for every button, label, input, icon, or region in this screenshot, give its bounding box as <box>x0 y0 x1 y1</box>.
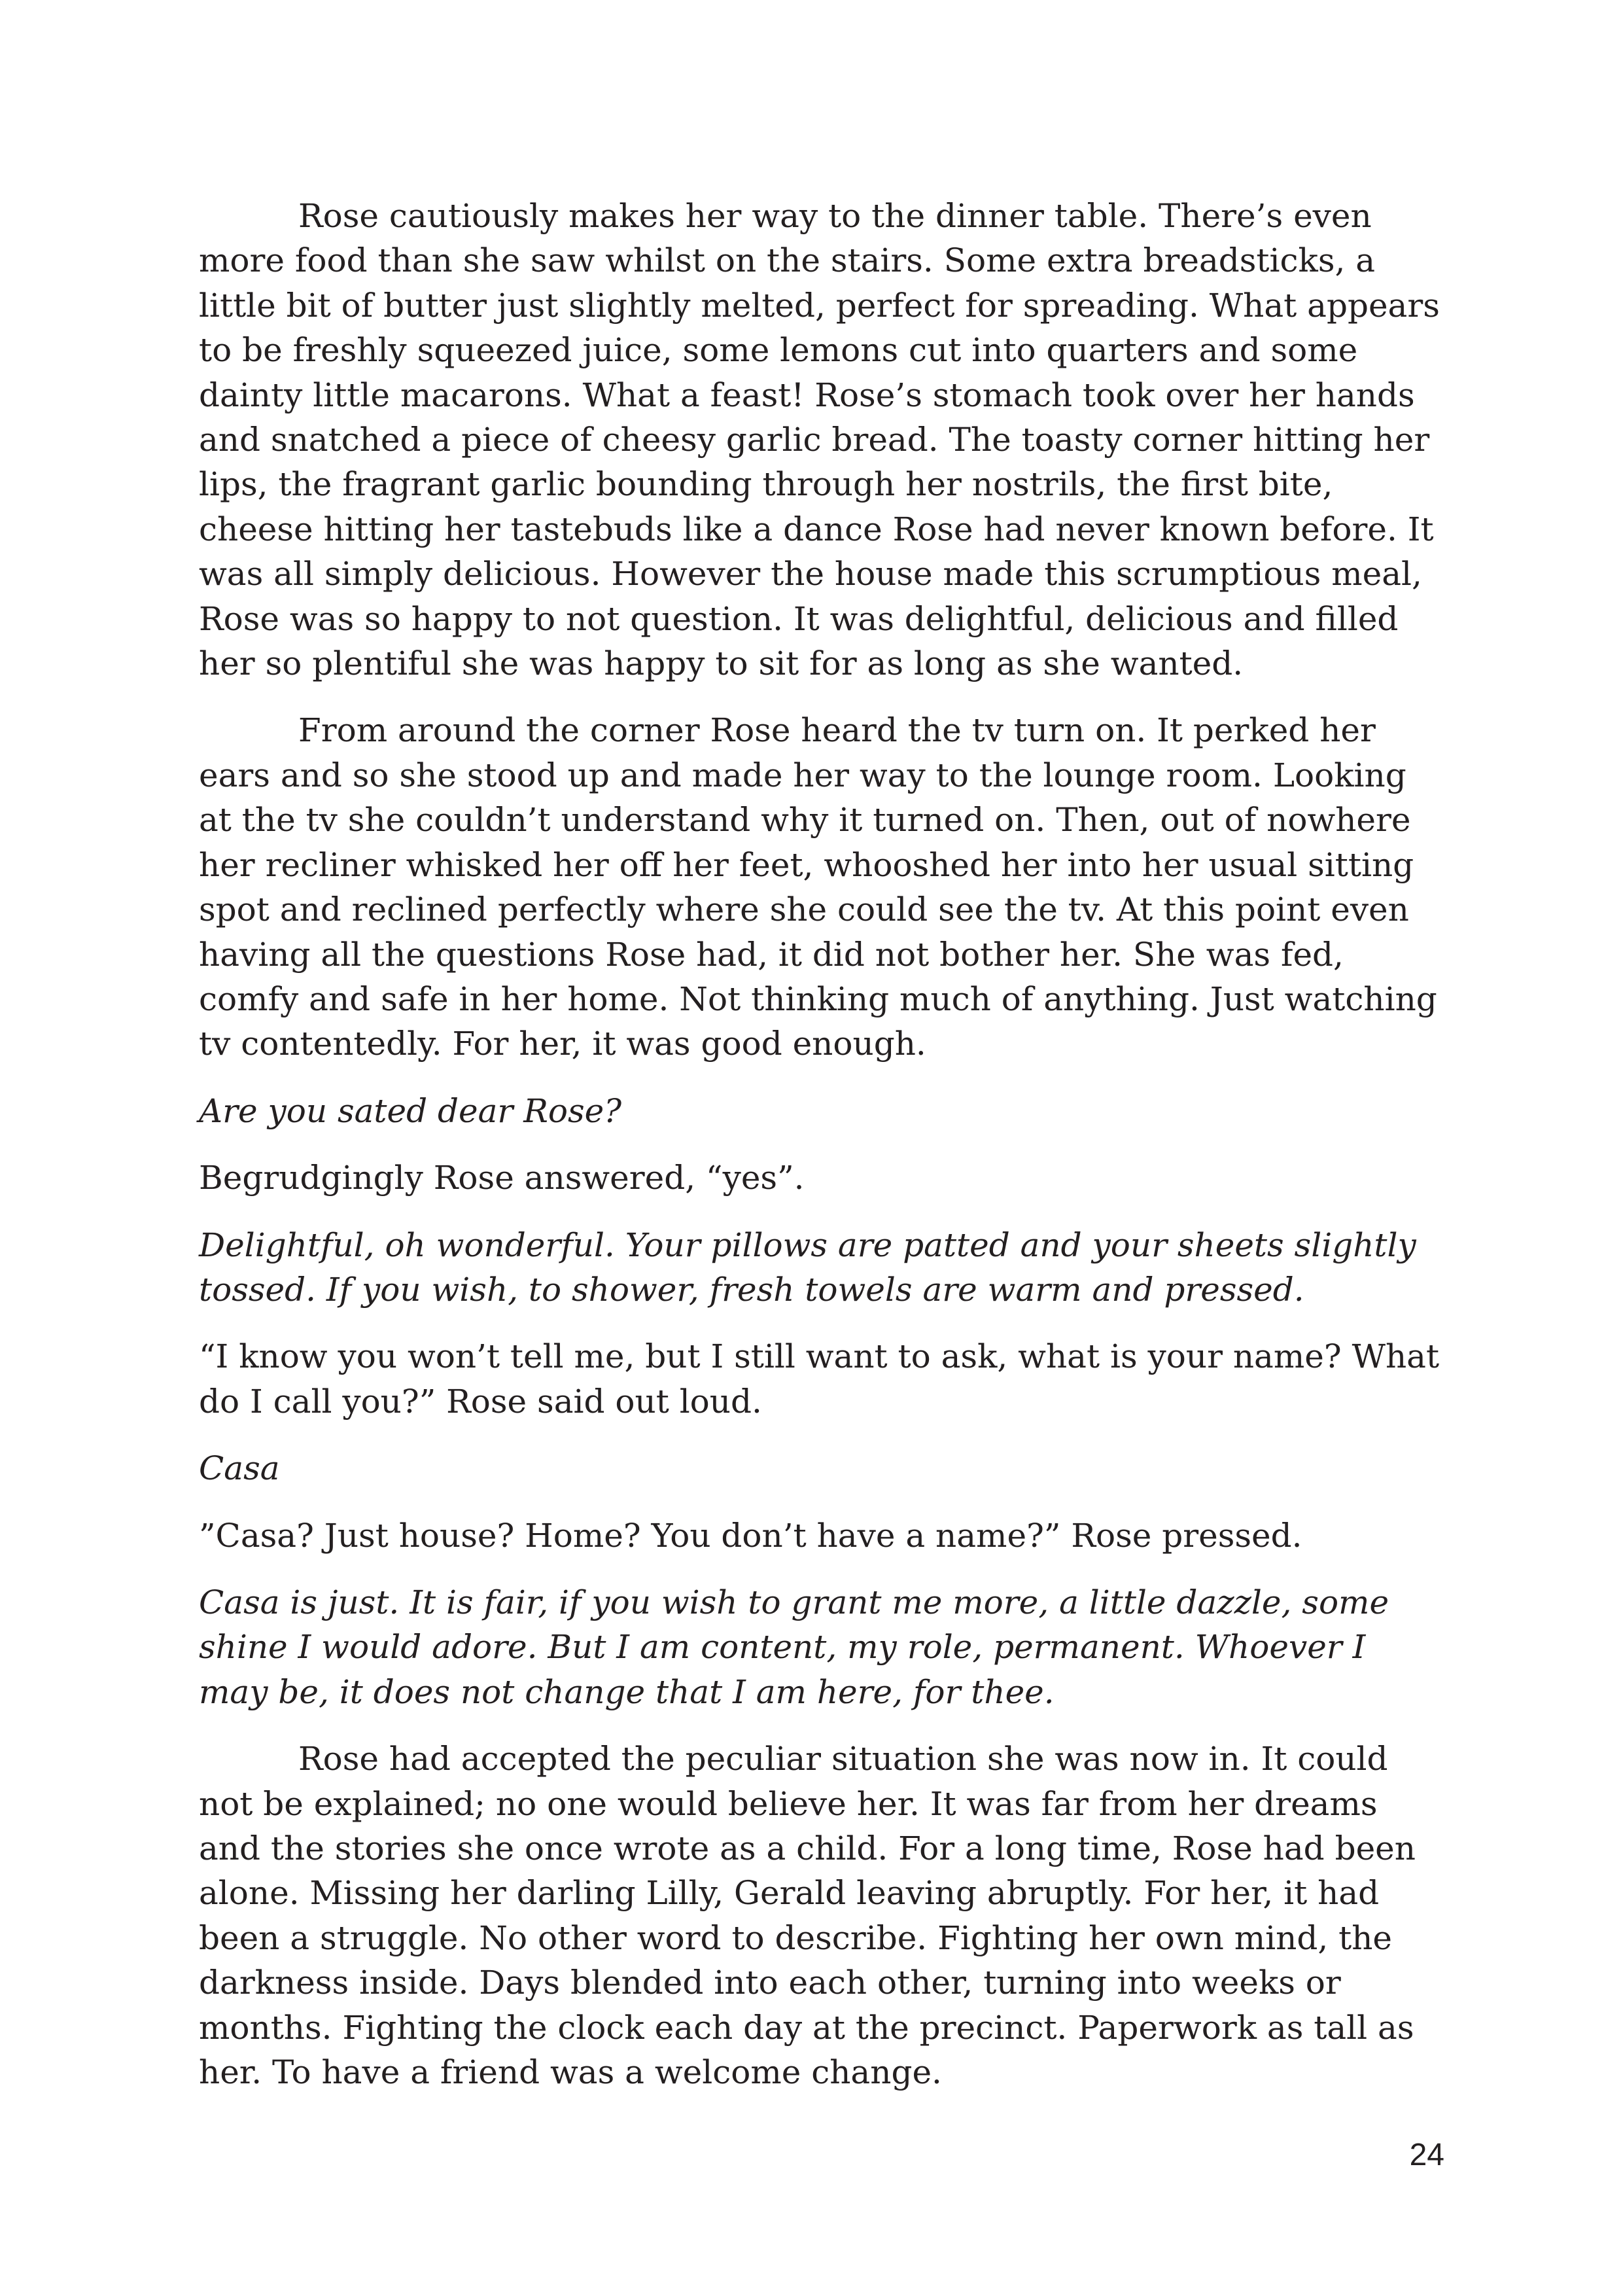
body-text <box>199 194 1444 2117</box>
rose-presses-name: ”Casa? Just house? Home? You don’t have a name?” Rose pressed. <box>199 1516 1302 1555</box>
house-voice-content: Casa is just. It is fair, if you wish to grant me more, a little dazzle, some shine I would adore. But I am content, my role, permanent. Whoever I may be, it does not change that I am here, for thee. <box>199 1583 1389 1711</box>
house-voice-sated: Are you sated dear Rose? <box>199 1091 621 1130</box>
paragraph-rose-accepted: Rose had accepted the peculiar situation she was now in. It could not be explained; no one would believe her. It was far from her dreams and the stories she once wrote as a child. For a long time, Rose had been alone. Missing her darling Lilly, Gerald leaving abruptly. For her, it had been a struggle. No other word to describe. Fighting her own mind, the darkness inside. Days blended into each other, turning into weeks or months. Fighting the clock each day at the precinct. Paperwork as tall as her. To have a friend was a welcome change. <box>199 1740 1416 2092</box>
paragraph-tv-recliner: From around the corner Rose heard the tv turn on. It perked her ears and so she stood up and made her way to the lounge room. Looking at the tv she couldn’t understand why it turned on. Then, out of nowhere her recliner whisked her off her feet, whooshed her into her usual sitting spot and reclined perfectly where she could see the tv. At this point even having all the questions Rose had, it did not bother her. She was fed, comfy and safe in her home. Not thinking much of anything. Just watching tv contentedly. For her, it was good enough. <box>199 711 1437 1063</box>
paragraph-dinner-table: Rose cautiously makes her way to the dinner table. There’s even more food than she saw whilst on the stairs. Some extra breadsticks, a little bit of butter just slightly melted, perfect for spreading. What appears to be freshly squeezed juice, some lemons cut into quarters and some dainty little macarons. What a feast! Rose’s stomach took over her hands and snatched a piece of cheesy garlic bread. The toasty corner hitting her lips, the fragrant garlic bounding through her nostrils, the first bite, cheese hitting her tastebuds like a dance Rose had never known before. It was all simply delicious. However the house made this scrumptious meal, Rose was so happy to not question. It was delightful, delicious and filled her so plentiful she was happy to sit for as long as she wanted. <box>199 197 1440 683</box>
house-voice-pillows: Delightful, oh wonderful. Your pillows are patted and your sheets slightly tossed. If you wish, to shower, fresh towels are warm and pressed. <box>199 1226 1416 1309</box>
house-voice-casa: Casa <box>199 1449 280 1488</box>
rose-answer-yes: Begrudgingly Rose answered, “yes”. <box>199 1159 805 1197</box>
rose-asks-name: “I know you won’t tell me, but I still want to ask, what is your name? What do I call you?” Rose said out loud. <box>199 1337 1440 1421</box>
page-number: 24 <box>1409 2138 1444 2172</box>
